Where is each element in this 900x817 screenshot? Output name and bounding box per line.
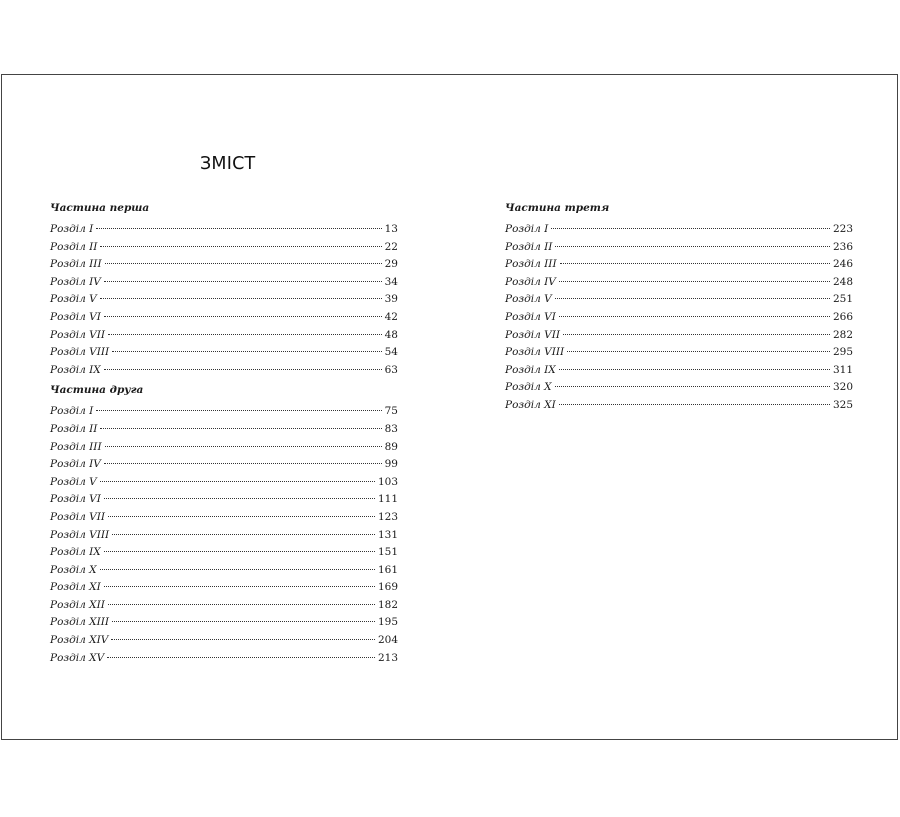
entry-page-number: 22 <box>384 240 398 253</box>
book-spread <box>1 74 898 740</box>
entry-label: Розділ XII <box>50 598 105 611</box>
entry-page-number: 266 <box>832 310 853 323</box>
toc-entry <box>50 362 398 380</box>
entry-label: Розділ VI <box>505 310 556 323</box>
entry-label: Розділ V <box>50 293 97 306</box>
entry-page-number: 282 <box>832 328 853 341</box>
entry-page-number: 295 <box>832 346 853 359</box>
entry-label: Розділ I <box>50 223 94 235</box>
entry-page-number: 248 <box>832 275 853 288</box>
entry-label: Розділ III <box>50 258 102 271</box>
entry-page-number: 34 <box>384 275 398 288</box>
toc-entry <box>50 403 398 421</box>
entry-label: Розділ IV <box>50 275 101 288</box>
toc-entry <box>50 421 398 439</box>
dot-leader <box>559 369 830 370</box>
toc-entry <box>50 344 398 362</box>
part-block-third <box>505 199 853 415</box>
entry-page-number: 169 <box>377 581 398 594</box>
toc-entry <box>505 291 853 309</box>
dot-leader <box>555 386 830 387</box>
entry-page-number: 99 <box>384 458 398 471</box>
entry-label: Розділ V <box>50 475 97 488</box>
toc-right-column <box>505 199 853 415</box>
dot-leader <box>96 410 381 411</box>
dot-leader <box>108 604 375 605</box>
entry-page-number: 246 <box>832 258 853 271</box>
dot-leader <box>100 481 375 482</box>
entry-label: Розділ IX <box>50 363 101 376</box>
toc-entry <box>505 256 853 274</box>
dot-leader <box>104 369 382 370</box>
toc-left-column <box>50 199 398 667</box>
entry-page-number: 13 <box>384 223 398 235</box>
dot-leader <box>559 404 830 405</box>
entry-page-number: 325 <box>832 398 853 411</box>
entry-label: Розділ VII <box>50 510 106 523</box>
entry-page-number: 83 <box>384 422 398 435</box>
toc-entry <box>50 309 398 327</box>
entry-page-number: 236 <box>832 240 853 253</box>
dot-leader <box>100 298 382 299</box>
entry-label: Розділ VII <box>505 328 561 341</box>
entry-label: Розділ XV <box>50 651 105 664</box>
dot-leader <box>104 586 375 587</box>
dot-leader <box>555 246 830 247</box>
toc-entry <box>50 650 398 668</box>
entry-label: Розділ XI <box>505 398 556 411</box>
entry-label: Розділ IX <box>505 363 556 376</box>
entry-list <box>50 221 398 379</box>
part-block-second <box>50 381 398 667</box>
toc-entry <box>50 474 398 492</box>
toc-entry <box>50 291 398 309</box>
entry-page-number: 39 <box>384 293 398 306</box>
entry-page-number: 311 <box>832 363 853 376</box>
toc-entry <box>505 379 853 397</box>
toc-entry <box>50 527 398 545</box>
toc-entry <box>50 256 398 274</box>
toc-entry <box>50 456 398 474</box>
part-heading: Частина перша <box>50 202 150 214</box>
toc-entry <box>505 274 853 292</box>
dot-leader <box>96 228 381 229</box>
entry-page-number: 204 <box>377 634 398 647</box>
entry-page-number: 182 <box>377 598 398 611</box>
dot-leader <box>560 263 830 264</box>
entry-list <box>505 221 853 415</box>
dot-leader <box>112 621 375 622</box>
dot-leader <box>108 334 382 335</box>
entry-label: Розділ I <box>505 223 549 235</box>
dot-leader <box>104 551 375 552</box>
entry-label: Розділ VI <box>50 493 101 506</box>
entry-label: Розділ X <box>50 563 97 576</box>
dot-leader <box>551 228 830 229</box>
entry-label: Розділ IV <box>50 458 101 471</box>
entry-page-number: 29 <box>384 258 398 271</box>
entry-page-number: 161 <box>377 563 398 576</box>
entry-label: Розділ II <box>50 240 98 253</box>
dot-leader <box>555 298 830 299</box>
entry-page-number: 89 <box>384 440 398 453</box>
dot-leader <box>563 334 830 335</box>
dot-leader <box>104 281 382 282</box>
entry-label: Розділ IX <box>50 546 101 559</box>
toc-title: ЗМІСТ <box>200 154 256 174</box>
entry-label: Розділ VIII <box>50 346 110 359</box>
toc-entry <box>505 239 853 257</box>
entry-page-number: 195 <box>377 616 398 629</box>
dot-leader <box>100 428 381 429</box>
entry-label: Розділ X <box>505 381 552 394</box>
entry-page-number: 63 <box>384 363 398 376</box>
dot-leader <box>559 281 830 282</box>
entry-label: Розділ XIV <box>50 634 109 647</box>
toc-entry <box>505 327 853 345</box>
entry-page-number: 213 <box>377 651 398 664</box>
entry-label: Розділ II <box>505 240 553 253</box>
entry-label: Розділ VI <box>50 310 101 323</box>
entry-label: Розділ VIII <box>505 346 565 359</box>
entry-list <box>50 403 398 667</box>
toc-entry <box>50 597 398 615</box>
toc-entry <box>505 362 853 380</box>
toc-entry <box>50 509 398 527</box>
toc-entry <box>50 562 398 580</box>
toc-entry <box>505 397 853 415</box>
dot-leader <box>112 534 375 535</box>
entry-label: Розділ XI <box>50 581 101 594</box>
entry-page-number: 131 <box>377 528 398 541</box>
entry-page-number: 223 <box>832 223 853 235</box>
dot-leader <box>111 639 375 640</box>
entry-label: Розділ I <box>50 405 94 418</box>
dot-leader <box>104 498 375 499</box>
toc-entry <box>50 439 398 457</box>
toc-entry <box>50 221 398 239</box>
entry-label: Розділ VIII <box>50 528 110 541</box>
dot-leader <box>105 263 382 264</box>
entry-label: Розділ III <box>505 258 557 271</box>
dot-leader <box>104 463 382 464</box>
entry-page-number: 111 <box>377 493 398 506</box>
entry-page-number: 320 <box>832 381 853 394</box>
dot-leader <box>104 316 382 317</box>
entry-page-number: 48 <box>384 328 398 341</box>
toc-entry <box>50 274 398 292</box>
dot-leader <box>107 657 375 658</box>
toc-entry <box>50 491 398 509</box>
entry-label: Розділ V <box>505 293 552 306</box>
dot-leader <box>567 351 830 352</box>
entry-page-number: 151 <box>377 546 398 559</box>
entry-page-number: 251 <box>832 293 853 306</box>
toc-entry <box>50 632 398 650</box>
toc-entry <box>505 344 853 362</box>
dot-leader <box>559 316 830 317</box>
entry-page-number: 123 <box>377 510 398 523</box>
toc-entry <box>50 239 398 257</box>
entry-label: Розділ VII <box>50 328 106 341</box>
entry-label: Розділ IV <box>505 275 556 288</box>
entry-label: Розділ II <box>50 422 98 435</box>
dot-leader <box>108 516 375 517</box>
part-block-first <box>50 199 398 379</box>
toc-entry <box>50 544 398 562</box>
entry-label: Розділ XIII <box>50 616 110 629</box>
dot-leader <box>105 446 382 447</box>
toc-entry <box>50 327 398 345</box>
toc-entry <box>50 579 398 597</box>
entry-page-number: 103 <box>377 475 398 488</box>
entry-page-number: 54 <box>384 346 398 359</box>
entry-label: Розділ III <box>50 440 102 453</box>
entry-page-number: 42 <box>384 310 398 323</box>
dot-leader <box>100 246 381 247</box>
toc-entry <box>505 309 853 327</box>
toc-entry <box>505 221 853 239</box>
entry-page-number: 75 <box>384 405 398 418</box>
toc-entry <box>50 614 398 632</box>
part-heading: Частина третя <box>505 202 610 214</box>
part-heading: Частина друга <box>50 384 144 397</box>
dot-leader <box>100 569 375 570</box>
dot-leader <box>112 351 381 352</box>
